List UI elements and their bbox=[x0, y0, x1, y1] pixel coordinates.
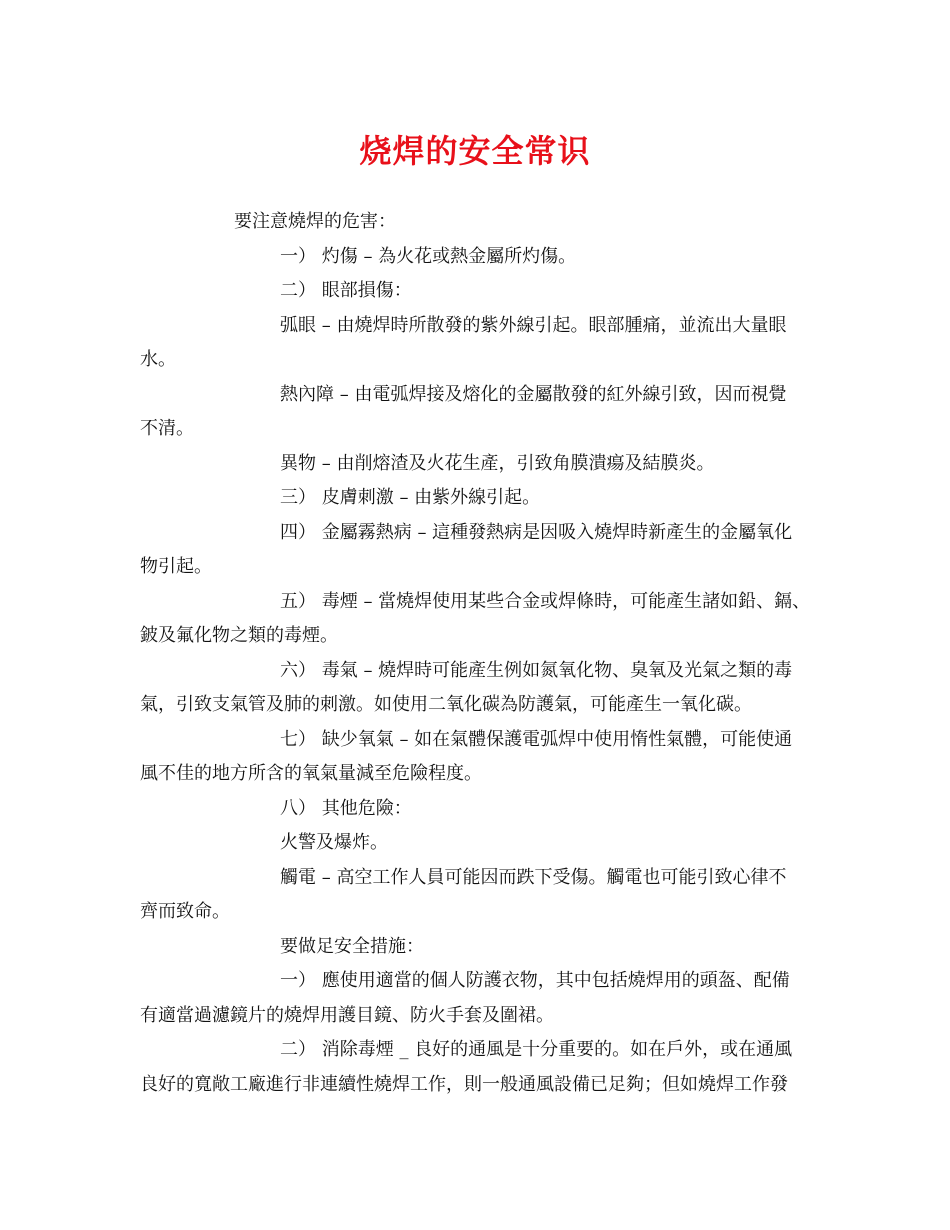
text-line: 弧眼 – 由燒焊時所散發的紫外線引起。眼部腫痛，並流出大量眼 bbox=[280, 314, 787, 336]
text-line: 要做足安全措施： bbox=[280, 935, 424, 957]
text-line: 水。 bbox=[140, 349, 176, 370]
text-line: 五） 毒煙 – 當燒焊使用某些合金或焊條時，可能產生諸如鉛、鎘、 bbox=[280, 590, 811, 612]
text-line: 鈹及氟化物之類的毒煙。 bbox=[140, 625, 338, 646]
text-line: 二） 消除毒煙 _ 良好的通風是十分重要的。如在戶外，或在通風 bbox=[280, 1039, 793, 1060]
text-line: 氣，引致支氣管及肺的刺激。如使用二氧化碳為防護氣，可能產生一氧化碳。 bbox=[140, 694, 752, 715]
text-line: 四） 金屬霧熱病 – 這種發熱病是因吸入燒焊時新產生的金屬氧化 bbox=[280, 521, 793, 543]
text-line: 齊而致命。 bbox=[140, 901, 230, 922]
page-title: 烧焊的安全常识 bbox=[359, 132, 591, 170]
text-line: 良好的寬敞工廠進行非連續性燒焊工作，則一般通風設備已足夠；但如燒焊工作發 bbox=[140, 1073, 788, 1095]
text-line: 不清。 bbox=[140, 418, 194, 439]
text-line: 二） 眼部損傷： bbox=[280, 280, 412, 301]
text-line: 要注意燒焊的危害： bbox=[234, 211, 396, 232]
text-line: 熱內障 – 由電弧焊接及熔化的金屬散發的紅外線引致，因而視覺 bbox=[280, 383, 787, 405]
text-line: 觸電 – 高空工作人員可能因而跌下受傷。觸電也可能引致心律不 bbox=[280, 866, 787, 888]
document-body bbox=[140, 205, 820, 1102]
text-line: 六） 毒氣 – 燒焊時可能產生例如氮氧化物、臭氧及光氣之類的毒 bbox=[280, 659, 793, 681]
text-line: 物引起。 bbox=[140, 556, 212, 577]
text-line: 七） 缺少氧氣 – 如在氣體保護電弧焊中使用惰性氣體，可能使通 bbox=[280, 728, 793, 750]
text-line: 三） 皮膚刺激 – 由紫外線引起。 bbox=[280, 487, 541, 508]
text-line: 八） 其他危險： bbox=[280, 797, 412, 819]
text-line: 風不佳的地方所含的氧氣量減至危險程度。 bbox=[140, 763, 482, 784]
text-line: 火警及爆炸。 bbox=[280, 832, 388, 853]
text-line: 一） 應使用適當的個人防護衣物，其中包括燒焊用的頭盔、配備 bbox=[280, 970, 790, 991]
text-line: 有適當過濾鏡片的燒焊用護目鏡、防火手套及圍裙。 bbox=[140, 1004, 554, 1026]
text-line: 異物 – 由削熔渣及火花生產，引致角膜潰瘍及結膜炎。 bbox=[280, 452, 715, 474]
text-line: 一） 灼傷 – 為火花或熱金屬所灼傷。 bbox=[280, 245, 577, 267]
